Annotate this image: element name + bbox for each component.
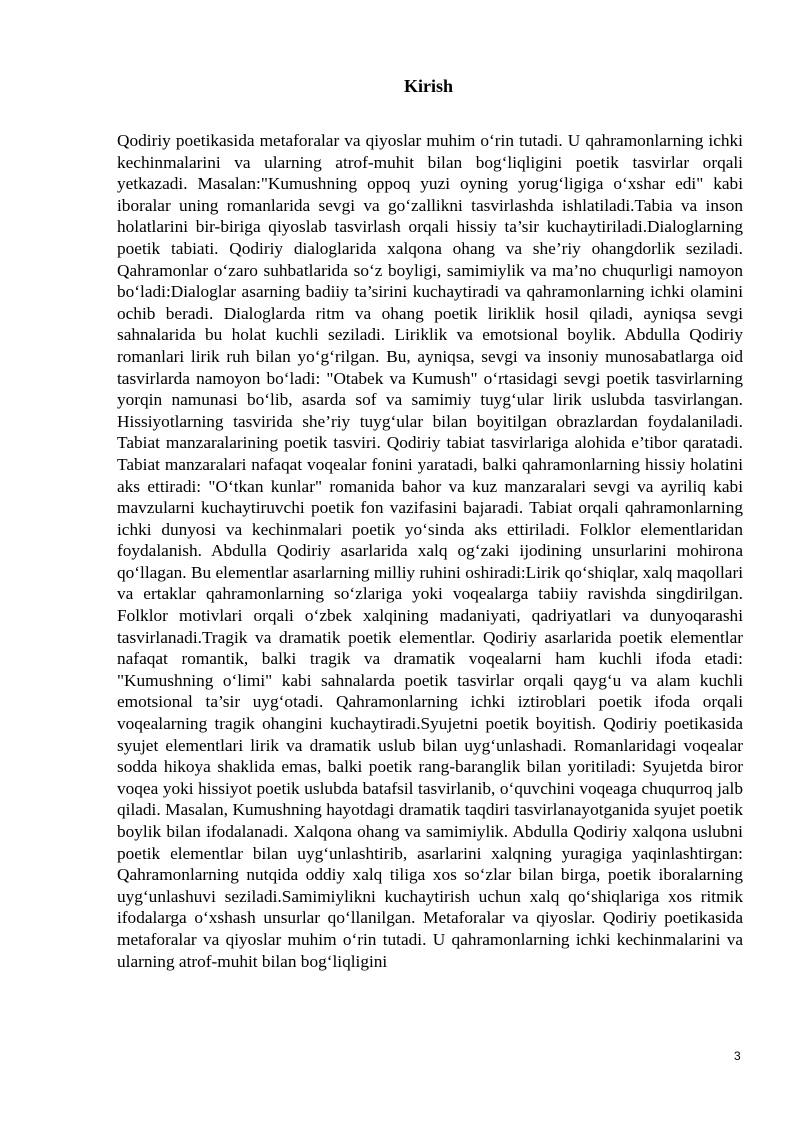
page-number: 3: [734, 1049, 741, 1063]
page-title: Kirish: [403, 76, 453, 96]
body-paragraph: Qodiriy poetikasida metaforalar va qiyoslar muhim o‘rin tutadi. U qahramonlarning ichki kechinmalarini va ularning atrof-muhit bilan bog‘liqligini poetik tasvirlar orqali yetkazadi. Masalan:"Kumushning oppoq yuzi oyning yorug‘ligiga o‘xshar edi" kabi iboralar uning romanlarida sevgi va go‘zallikni tasvirlashda ishlatiladi.Tabia va inson holatlarini bir-biriga qiyoslab tasvirlash orqali hissiy ta’sir kuchaytiriladi.Dialoglarning poetik tabiati. Qodiriy dialoglarida xalqona ohang va she’riy ohangdorlik seziladi. Qahramonlar o‘zaro suhbatlarida so‘z boyligi, samimiylik va ma’no chuqurligi namoyon bo‘ladi:Dialoglar asarning badiiy ta’sirini kuchaytiradi va qahramonlarning ichki olamini ochib beradi. Dialoglarda ritm va ohang poetik liriklik hosil qiladi, ayniqsa sevgi sahnalarida bu holat kuchli seziladi. Liriklik va emotsional boylik. Abdulla Qodiriy romanlari lirik ruh bilan yo‘g‘rilgan. Bu, ayniqsa, sevgi va insoniy munosabatlarga oid tasvirlarda namoyon bo‘ladi: "Otabek va Kumush" o‘rtasidagi sevgi poetik tasvirlarning yorqin namunasi bo‘lib, asarda sof va samimiy tuyg‘ular lirik uslubda tasvirlangan. Hissiyotlarning tasvirida she’riy tuyg‘ular bilan boyitilgan obrazlardan foydalaniladi. Tabiat manzaralarining poetik tasviri. Qodiriy tabiat tasvirlariga alohida e’tibor qaratadi. Tabiat manzaralari nafaqat voqealar fonini yaratadi, balki qahramonlarning hissiy holatini aks ettiradi: "O‘tkan kunlar" romanida bahor va kuz manzaralari sevgi va ayriliq kabi mavzularni kuchaytiruvchi poetik fon vazifasini bajaradi. Tabiat orqali qahramonlarning ichki dunyosi va kechinmalari poetik yo‘sinda aks ettiriladi. Folklor elementlaridan foydalanish. Abdulla Qodiriy asarlarida xalq og‘zaki ijodining unsurlarini mohirona qo‘llagan. Bu elementlar asarlarning milliy ruhini oshiradi:Lirik qo‘shiqlar, xalq maqollari va ertaklar qahramonlarning so‘zlariga yoki voqealarga tabiiy ravishda singdirilgan. Folklor motivlari orqali o‘zbek xalqining madaniyati, qadriyatlari va dunyoqarashi tasvirlanadi.Tragik va dramatik poetik elementlar. Qodiriy asarlarida poetik elementlar nafaqat romantik, balki tragik va dramatik voqealarni ham kuchli ifoda etadi: "Kumushning o‘limi" kabi sahnalarda poetik tasvirlar orqali qayg‘u va alam kuchli emotsional ta’sir uyg‘otadi. Qahramonlarning ichki iztiroblari poetik ifoda orqali voqealarning tragik ohangini kuchaytiradi.Syujetni poetik boyitish. Qodiriy poetikasida syujet elementlari lirik va dramatik uslub bilan uyg‘unlashadi. Romanlaridagi voqealar sodda hikoya shaklida emas, balki poetik rang-baranglik bilan yoritiladi: Syujetda biror voqea yoki hissiyot poetik uslubda batafsil tasvirlanib, o‘quvchini voqeaga chuqurroq jalb qiladi. Masalan, Kumushning hayotdagi dramatik taqdiri tasvirlanayotganida syujet poetik boylik bilan ifodalanadi. Xalqona ohang va samimiylik. Abdulla Qodiriy xalqona uslubni poetik elementlar bilan uyg‘unlashtirib, asarlarini xalqning yuragiga yaqinlashtirgan: Qahramonlarning nutqida oddiy xalq tiliga xos so‘zlar bilan birga, poetik iboralarning uyg‘unlashuvi seziladi.Samimiylikni kuchaytirish uchun xalq qo‘shiqlariga xos ritmik ifodalarga o‘xshash unsurlar qo‘llanilgan. Metaforalar va qiyoslar. Qodiriy poetikasida metaforalar va qiyoslar muhim o‘rin tutadi. U qahramonlarning ichki kechinmalarini va ularning atrof-muhit bilan bog‘liqligini: [117, 131, 743, 971]
